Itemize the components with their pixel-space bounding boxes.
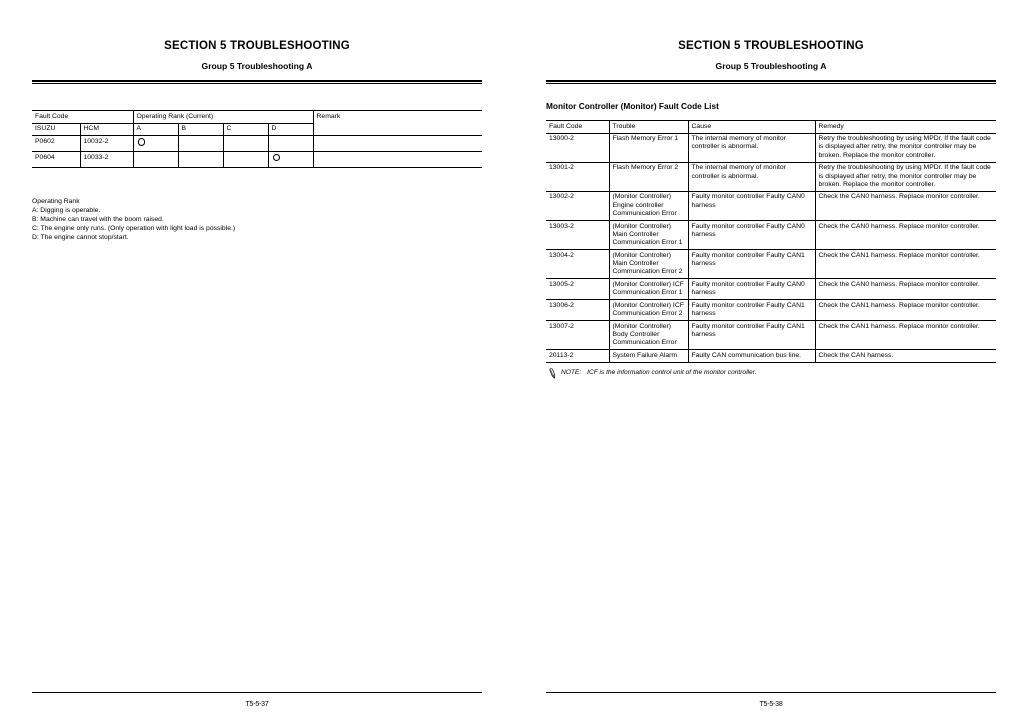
operating-rank-legend bbox=[32, 197, 482, 243]
legend-line-c: C: The engine only runs. (Only operation with light load is possible.) bbox=[32, 225, 236, 233]
table-row bbox=[546, 250, 996, 279]
table-row bbox=[546, 350, 996, 363]
cell-remedy: Retry the troubleshooting by using MPDr. If the fault code is displayed after retry, the monitor controller may be broken. Replace the monitor controller. bbox=[815, 162, 996, 191]
cell-remedy: Retry the troubleshooting by using MPDr. If the fault code is displayed after retry, the monitor controller may be broken. Replace the monitor controller. bbox=[815, 133, 996, 162]
table-row bbox=[546, 279, 996, 300]
table-row bbox=[546, 221, 996, 250]
pencil-icon bbox=[546, 367, 559, 380]
col-head-remedy: Remedy bbox=[815, 121, 996, 134]
cell-rank-d bbox=[268, 136, 313, 152]
col-head-cause: Cause bbox=[688, 121, 815, 134]
cell-cause: Faulty monitor controller Faulty CAN1 harness bbox=[688, 300, 815, 321]
col-group-operating-rank: Operating Rank (Current) bbox=[133, 111, 313, 124]
cell-rank-d bbox=[268, 152, 313, 168]
table-row bbox=[546, 133, 996, 162]
cell-trouble: System Failure Alarm bbox=[609, 350, 688, 363]
cell-remedy: Check the CAN0 harness. Replace monitor controller. bbox=[815, 191, 996, 220]
cell-fault-code: 13002-2 bbox=[546, 191, 609, 220]
note-text: ICF is the information control unit of the monitor controller. bbox=[587, 368, 757, 376]
cell-cause: Faulty monitor controller Faulty CAN1 harness bbox=[688, 250, 815, 279]
cell-fault-code: 13001-2 bbox=[546, 162, 609, 191]
col-head-rank-c: C bbox=[223, 123, 268, 136]
cell-fault-code: 13004-2 bbox=[546, 250, 609, 279]
col-head-rank-b: B bbox=[178, 123, 223, 136]
legend-title: Operating Rank bbox=[32, 197, 80, 205]
cell-cause: The internal memory of monitor controller is abnormal. bbox=[688, 162, 815, 191]
cell-trouble: (Monitor Controller) Engine controller Communication Error bbox=[609, 191, 688, 220]
cell-fault-code: 13000-2 bbox=[546, 133, 609, 162]
cell-trouble: (Monitor Controller) Body Controller Communication Error bbox=[609, 321, 688, 350]
cell-cause: Faulty monitor controller Faulty CAN1 harness bbox=[688, 321, 815, 350]
cell-remedy: Check the CAN harness. bbox=[815, 350, 996, 363]
col-group-remark: Remark bbox=[313, 111, 482, 136]
cell-trouble: (Monitor Controller) Main Controller Communication Error 1 bbox=[609, 221, 688, 250]
table-group-header-row bbox=[32, 111, 482, 124]
cell-rank-c bbox=[223, 136, 268, 152]
cell-trouble: (Monitor Controller) ICF Communication Error 1 bbox=[609, 279, 688, 300]
cell-isuzu: P0604 bbox=[32, 152, 80, 168]
cell-rank-c bbox=[223, 152, 268, 168]
cell-remedy: Check the CAN1 harness. Replace monitor controller. bbox=[815, 300, 996, 321]
table-row bbox=[546, 162, 996, 191]
page-subtitle: Group 5 Troubleshooting A bbox=[201, 61, 313, 71]
col-head-isuzu: ISUZU bbox=[32, 123, 80, 136]
page-footer bbox=[546, 692, 996, 708]
footer-rule bbox=[32, 692, 482, 693]
fault-code-table bbox=[32, 110, 482, 168]
page-number: T5-5-37 bbox=[245, 701, 269, 708]
table-row bbox=[32, 152, 482, 168]
page-number: T5-5-38 bbox=[759, 701, 783, 708]
cell-fault-code: 13003-2 bbox=[546, 221, 609, 250]
footer-rule bbox=[546, 692, 996, 693]
col-group-fault-code: Fault Code bbox=[32, 111, 133, 124]
cell-fault-code: 13005-2 bbox=[546, 279, 609, 300]
cell-rank-b bbox=[178, 136, 223, 152]
cell-remedy: Check the CAN1 harness. Replace monitor controller. bbox=[815, 250, 996, 279]
cell-hcm: 10033-2 bbox=[80, 152, 133, 168]
cell-fault-code: 13007-2 bbox=[546, 321, 609, 350]
note-block bbox=[546, 368, 996, 380]
note-label: NOTE: bbox=[561, 368, 582, 376]
fault-code-table-wrapper bbox=[32, 110, 482, 168]
cell-remedy: Check the CAN0 harness. Replace monitor controller. bbox=[815, 279, 996, 300]
table-row bbox=[546, 300, 996, 321]
col-head-rank-a: A bbox=[133, 123, 178, 136]
cell-remedy: Check the CAN1 harness. Replace monitor controller. bbox=[815, 321, 996, 350]
cell-hcm: 10032-2 bbox=[80, 136, 133, 152]
header-rule bbox=[546, 80, 996, 84]
table-header-row bbox=[546, 121, 996, 134]
page-subtitle: Group 5 Troubleshooting A bbox=[715, 61, 827, 71]
cell-cause: Faulty CAN communication bus line. bbox=[688, 350, 815, 363]
legend-line-d: D: The engine cannot stop/start. bbox=[32, 234, 129, 242]
rank-mark-circle-icon bbox=[138, 138, 145, 145]
cell-rank-a bbox=[133, 152, 178, 168]
page-right bbox=[514, 0, 1028, 726]
header-rule bbox=[32, 80, 482, 84]
cell-rank-a bbox=[133, 136, 178, 152]
cell-trouble: (Monitor Controller) ICF Communication Error 2 bbox=[609, 300, 688, 321]
cell-isuzu: P0602 bbox=[32, 136, 80, 152]
col-head-hcm: HCM bbox=[80, 123, 133, 136]
cell-trouble: Flash Memory Error 1 bbox=[609, 133, 688, 162]
cell-fault-code: 13006-2 bbox=[546, 300, 609, 321]
monitor-fault-code-table bbox=[546, 120, 996, 363]
cell-trouble: (Monitor Controller) Main Controller Communication Error 2 bbox=[609, 250, 688, 279]
cell-cause: The internal memory of monitor controller is abnormal. bbox=[688, 133, 815, 162]
cell-trouble: Flash Memory Error 2 bbox=[609, 162, 688, 191]
cell-remedy: Check the CAN0 harness. Replace monitor controller. bbox=[815, 221, 996, 250]
cell-cause: Faulty monitor controller Faulty CAN0 harness bbox=[688, 191, 815, 220]
page-footer bbox=[32, 692, 482, 708]
cell-remark bbox=[313, 136, 482, 152]
col-head-trouble: Trouble bbox=[609, 121, 688, 134]
legend-line-a: A: Digging is operable. bbox=[32, 206, 101, 214]
cell-rank-b bbox=[178, 152, 223, 168]
rank-mark-circle-icon bbox=[273, 154, 280, 161]
col-head-fault-code: Fault Code bbox=[546, 121, 609, 134]
col-head-rank-d: D bbox=[268, 123, 313, 136]
table-row bbox=[546, 191, 996, 220]
page-title: SECTION 5 TROUBLESHOOTING bbox=[678, 40, 864, 52]
monitor-fault-code-table-wrapper bbox=[546, 120, 996, 363]
page-title: SECTION 5 TROUBLESHOOTING bbox=[164, 40, 350, 52]
section-heading: Monitor Controller (Monitor) Fault Code List bbox=[546, 101, 719, 111]
cell-remark bbox=[313, 152, 482, 168]
table-row bbox=[32, 136, 482, 152]
cell-fault-code: 20113-2 bbox=[546, 350, 609, 363]
legend-line-b: B: Machine can travel with the boom raised. bbox=[32, 216, 164, 223]
table-row bbox=[546, 321, 996, 350]
cell-cause: Faulty monitor controller Faulty CAN0 harness bbox=[688, 221, 815, 250]
cell-cause: Faulty monitor controller Faulty CAN0 harness bbox=[688, 279, 815, 300]
